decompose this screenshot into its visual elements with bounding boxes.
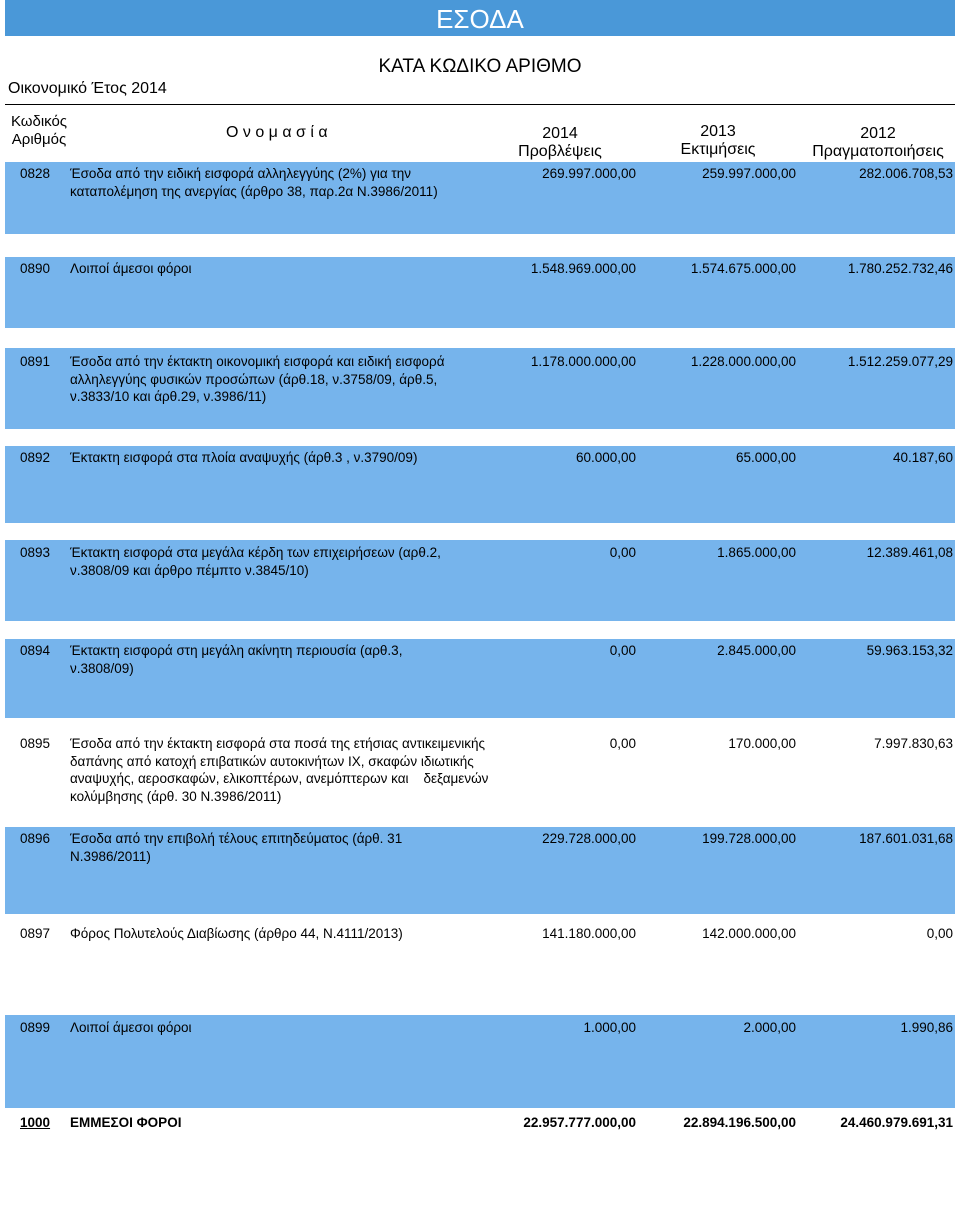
row-value-2014: 1.178.000.000,00 (530, 354, 636, 369)
row-value-2012: 1.990,86 (900, 1020, 953, 1035)
row-code: 0891 (20, 354, 51, 369)
row-value-2012: 282.006.708,53 (859, 166, 953, 181)
row-description: Έσοδα από την επιβολή τέλους επιτηδεύματος (άρθ. 31 Ν.3986/2011) (70, 831, 403, 864)
row-value-2013: 2.000,00 (743, 1020, 796, 1035)
header-name: Ο ν ο μ α σ ί α (226, 124, 328, 141)
total-code: 1000 (20, 1115, 51, 1130)
row-value-2014: 141.180.000,00 (542, 926, 636, 941)
row-code: 0899 (20, 1020, 51, 1035)
row-value-2012: 187.601.031,68 (859, 831, 953, 846)
total-value-2013: 22.894.196.500,00 (683, 1115, 796, 1130)
row-value-2012: 0,00 (926, 926, 953, 941)
row-description: Λοιποί άμεσοι φόροι (70, 261, 192, 276)
row-value-2014: 60.000,00 (575, 450, 636, 465)
row-code: 0828 (20, 166, 51, 181)
row-code: 0892 (20, 450, 51, 465)
row-value-2012: 40.187,60 (892, 450, 953, 465)
row-code: 0895 (20, 736, 51, 751)
row-value-2013: 199.728.000,00 (702, 831, 796, 846)
row-value-2012: 1.780.252.732,46 (847, 261, 953, 276)
row-value-2014: 0,00 (609, 545, 636, 560)
row-value-2013: 65.000,00 (735, 450, 796, 465)
row-description: Λοιποί άμεσοι φόροι (70, 1020, 192, 1035)
row-description: Έσοδα από την ειδική εισφορά αλληλεγγύης (2%) για την καταπολέμηση της ανεργίας (άρθρο 38, παρ.2α Ν.3986/2011) (70, 166, 438, 199)
header-2012-label: Πραγματοποιήσεις (812, 143, 944, 160)
row-description: Έκτακτη εισφορά στη μεγάλη ακίνητη περιουσία (αρθ.3, ν.3808/09) (70, 643, 403, 676)
total-value-2012: 24.460.979.691,31 (840, 1115, 953, 1130)
row-value-2012: 12.389.461,08 (866, 545, 953, 560)
row-description: Έσοδα από την έκτακτη εισφορά στα ποσά της ετήσιας αντικειμενικής δαπάνης από κατοχή επιβατικών αυτοκινήτων ΙΧ, σκαφών ιδιωτικής αναψυχής, αεροσκαφών, ελικοπτέρων, ανεμόπτερων και δεξαμενών κολύμβησης (άρθ. 30 Ν.3986/2011) (70, 736, 493, 804)
row-value-2013: 142.000.000,00 (702, 926, 796, 941)
row-value-2012: 59.963.153,32 (866, 643, 953, 658)
row-code: 0894 (20, 643, 51, 658)
row-value-2013: 1.574.675.000,00 (690, 261, 796, 276)
row-value-2013: 259.997.000,00 (702, 166, 796, 181)
row-description: Έσοδα από την έκτακτη οικονομική εισφορά και ειδική εισφορά αλληλεγγύης φυσικών προσώπων (άρθ.18, ν.3758/09, άρθ.5, ν.3833/10 και άρθ.29, ν.3986/11) (70, 354, 445, 404)
row-value-2012: 1.512.259.077,29 (847, 354, 953, 369)
row-code: 0896 (20, 831, 51, 846)
header-2013-label: Εκτιμήσεις (680, 141, 756, 158)
row-value-2014: 1.548.969.000,00 (530, 261, 636, 276)
header-code-line2: Αριθμός (11, 131, 67, 148)
row-value-2014: 0,00 (609, 736, 636, 751)
row-code: 0890 (20, 261, 51, 276)
row-description: Έκτακτη εισφορά στα μεγάλα κέρδη των επιχειρήσεων (αρθ.2, ν.3808/09 και άρθρο πέμπτο ν.3845/10) (70, 545, 441, 578)
row-value-2013: 2.845.000,00 (717, 643, 796, 658)
row-value-2013: 1.865.000,00 (717, 545, 796, 560)
row-value-2012: 7.997.830,63 (874, 736, 953, 751)
row-value-2014: 0,00 (609, 643, 636, 658)
header-2014-label: Προβλέψεις (518, 143, 602, 160)
page-subtitle: ΚΑΤΑ ΚΩΔΙΚΟ ΑΡΙΘΜΟ (378, 56, 582, 77)
header-code-line1: Κωδικός (10, 113, 68, 130)
row-description: Έκτακτη εισφορά στα πλοία αναψυχής (άρθ.3 , ν.3790/09) (70, 450, 418, 465)
total-value-2014: 22.957.777.000,00 (523, 1115, 636, 1130)
row-code: 0897 (20, 926, 51, 941)
row-value-2013: 170.000,00 (728, 736, 796, 751)
row-code: 0893 (20, 545, 51, 560)
row-description: Φόρος Πολυτελούς Διαβίωσης (άρθρο 44, Ν.4111/2013) (70, 926, 403, 941)
header-2013-year: 2013 (700, 123, 736, 140)
row-value-2014: 229.728.000,00 (542, 831, 636, 846)
row-value-2014: 269.997.000,00 (542, 166, 636, 181)
total-description: ΕΜΜΕΣΟΙ ΦΟΡΟΙ (70, 1115, 182, 1130)
header-rule (5, 104, 955, 105)
header-2014-year: 2014 (542, 125, 578, 142)
fiscal-year: Οικονομικό Έτος 2014 (8, 80, 167, 97)
row-value-2014: 1.000,00 (583, 1020, 636, 1035)
header-2012-year: 2012 (860, 125, 896, 142)
row-value-2013: 1.228.000.000,00 (690, 354, 796, 369)
page-banner: ΕΣΟΔΑ (5, 0, 955, 36)
